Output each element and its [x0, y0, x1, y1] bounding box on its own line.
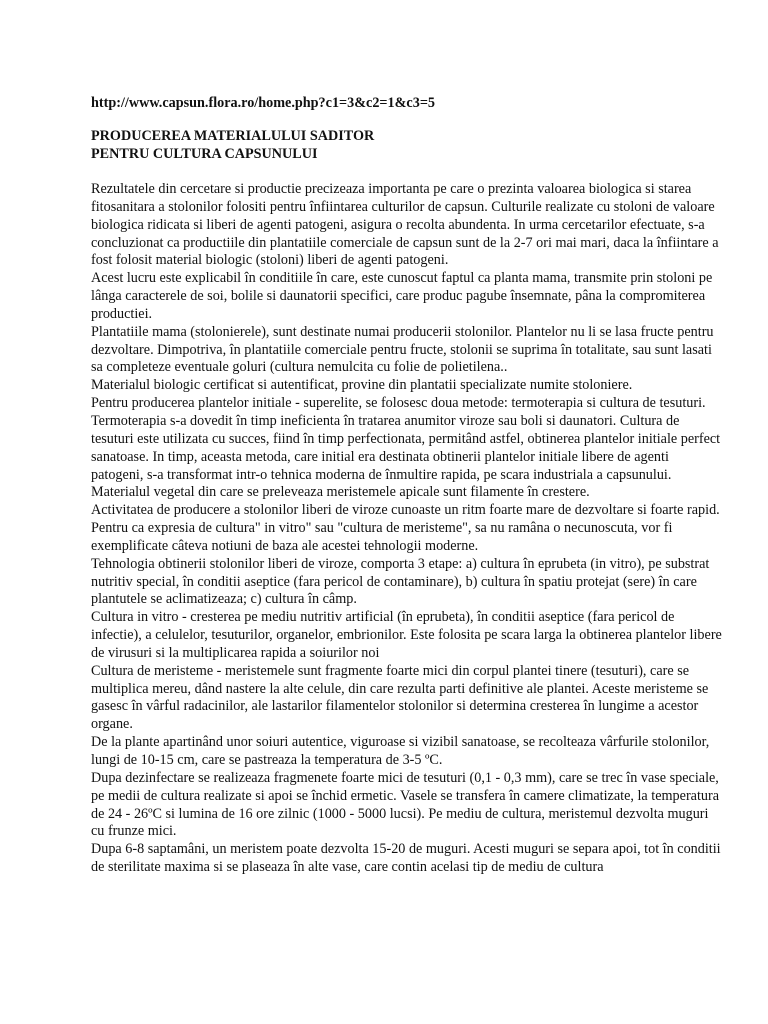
paragraph: De la plante apartinând unor soiuri autentice, viguroase si vizibil sanatoase, se recolteaza vârfurile stolonilor, lungi de 10-15 cm, care se pastreaza la temperatura de 3-5 ºC. [91, 734, 710, 768]
paragraph: Pentru producerea plantelor initiale - superelite, se folosesc doua metode: termoterapia si cultura de tesuturi. Termoterapia s-a dovedit în timp ineficienta în tratarea anumitor viroze sau boli si daunatori. Cultura de tesuturi este utilizata cu succes, fiind în timp perfectionata, permitând astfel, obtinerea plantelor initiale perfect sanatoase. In timp, aceasta metoda, care initial era destinata obtinerii plantelor initiale libere de agenti patogeni, s-a transformat intr-o tehnica moderna de înmultire rapida, pe scara industriala a capsunului. [91, 395, 721, 483]
article-body [91, 181, 723, 877]
paragraph: Tehnologia obtinerii stolonilor liberi de viroze, comporta 3 etape: a) cultura în eprubeta (in vitro), pe substrat nutritiv special, în conditii aseptice (fara pericol de contaminare), b) cultura în spatiu protejat (sere) în care plantutele se aclimatizeaza; c) cultura în câmp. [91, 555, 710, 608]
page-title [91, 127, 374, 163]
title-line-2: PENTRU CULTURA CAPSUNULUI [91, 146, 318, 162]
title-line-1: PRODUCEREA MATERIALULUI SADITOR [91, 128, 375, 144]
paragraph: Dupa dezinfectare se realizeaza fragmenete foarte mici de tesuturi (0,1 - 0,3 mm), care se trec în vase speciale, pe medii de cultura realizate si apoi se închid ermetic. Vasele se transfera în camere climatizate, la temperatura de 24 - 26ºC si lumina de 16 ore zilnic (1000 - 5000 lucsi). Pe mediu de cultura, meristemul dezvolta muguri cu frunze mici. [91, 769, 720, 840]
paragraph: Cultura in vitro - cresterea pe mediu nutritiv artificial (în eprubeta), în conditii aseptice (fara pericol de infectie), a celulelor, tesuturilor, organelor, embrionilor. Este folosita pe scara larga la obtinerea plantelor libere de virusuri si la multiplicarea rapida a soiurilor noi [91, 609, 722, 661]
paragraph: Rezultatele din cercetare si productie precizeaza importanta pe care o prezinta valoarea biologica si starea fitosanitara a stolonilor folositi pentru înfiintarea culturilor de capsun. Culturile realizate cu stoloni de valoare biologica ridicata si liberi de agenti patogeni, asigura o recolta abundenta. In urma cercetarilor efectuate, s-a concluzionat ca productiile din plantatiile comerciale de capsun sunt de la 2-7 ori mai mari, daca la înfiintare a fost folosit material biologic (stoloni) liberi de agenti patogeni. [91, 181, 719, 269]
paragraph: Dupa 6-8 saptamâni, un meristem poate dezvolta 15-20 de muguri. Acesti muguri se separa apoi, tot în conditii de sterilitate maxima si se plaseaza în alte vase, care contin acelasi tip de mediu de cultura [91, 841, 721, 876]
paragraph: Materialul biologic certificat si autentificat, provine din plantatii specializate numite stoloniere. [91, 377, 633, 394]
paragraph: Cultura de meristeme - meristemele sunt fragmente foarte mici din corpul plantei tinere (tesuturi), care se multiplica mereu, dând nastere la alte celule, din care rezulta parti definitive ale plantei. Aceste meristeme se gasesc în vârful radacinilor, ale lastarilor filamentelor stolonilor si determina cresterea în lungime a acestor organe. [91, 662, 709, 733]
paragraph: Pentru ca expresia de cultura" in vitro" sau "cultura de meristeme", sa nu ramâna o necunoscuta, vor fi exemplificate câteva notiuni de baza ale acestei tehnologii moderne. [91, 520, 673, 554]
paragraph: Materialul vegetal din care se preleveaza meristemele apicale sunt filamente în crestere. [91, 484, 590, 501]
paragraph: Plantatiile mama (stolonierele), sunt destinate numai producerii stolonilor. Plantelor nu li se lasa fructe pentru dezvoltare. Dimpotriva, în plantatiile comerciale pentru fructe, stolonii se suprima în totalitate, sau sunt lasati sa completeze eventuale goluri (cultura nemulcita cu folie de polietilena.. [91, 323, 714, 376]
source-url: http://www.capsun.flora.ro/home.php?c1=3&c2=1&c3=5 [91, 95, 435, 111]
paragraph: Acest lucru este explicabil în conditiile în care, este cunoscut faptul ca planta mama, transmite prin stoloni pe lânga caracterele de soi, bolile si daunatorii specifici, care produc pagube însemnate, pâna la compromiterea productiei. [91, 270, 713, 322]
paragraph: Activitatea de producere a stolonilor liberi de viroze cunoaste un ritm foarte mare de dezvoltare si foarte rapid. [91, 502, 720, 519]
